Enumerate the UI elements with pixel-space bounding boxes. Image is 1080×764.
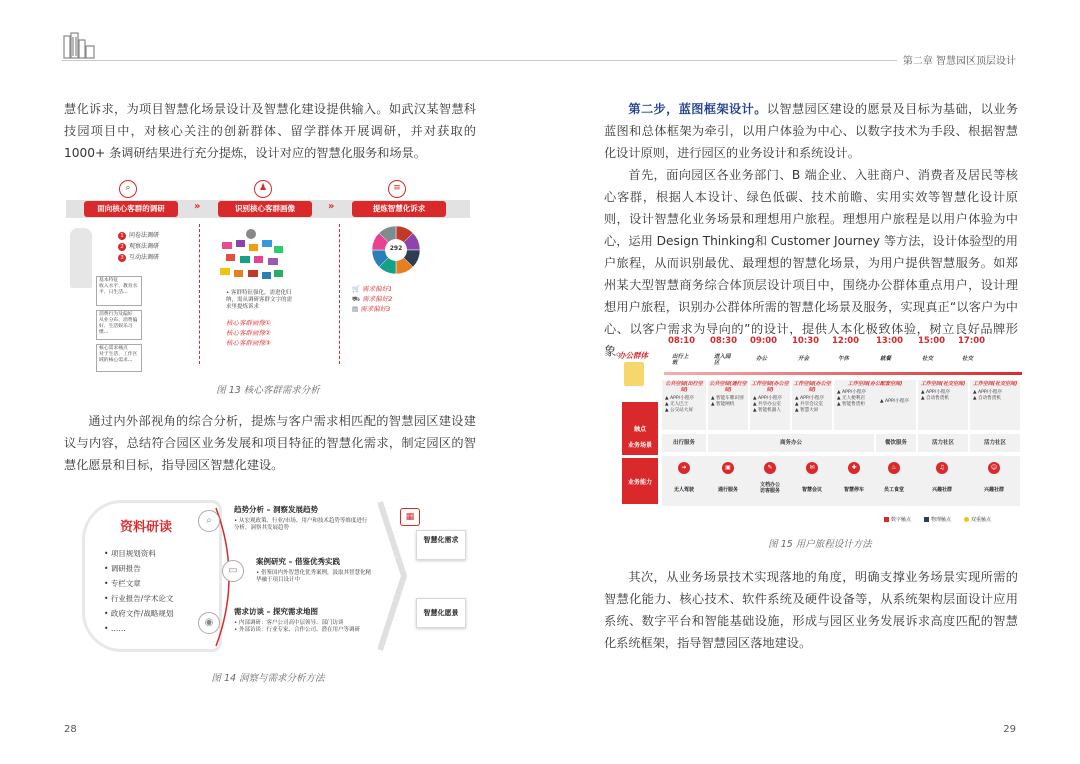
- time-0900: 09:00: [750, 336, 778, 346]
- ability-icon-6: ♨: [888, 462, 900, 474]
- time-1500: 15:00: [918, 336, 946, 346]
- fig13-tab-3: 提炼智慧化诉求: [352, 201, 446, 217]
- ability-icon-1: ➜: [678, 462, 690, 474]
- chapter-title: 第二章 智慧园区顶层设计: [897, 52, 1016, 67]
- ability-label-6: 员工食堂: [883, 487, 904, 493]
- list-item: • 行业报告/学术论文: [104, 594, 174, 603]
- fig13-column-3: [346, 224, 470, 364]
- touch-cell-7: 工作空间(社交空间) ▲ APP/小程序 ▲ 自动售货机: [970, 380, 1020, 430]
- list-item: • 专栏文章: [104, 579, 141, 588]
- fig14-item-3-desc: • 内部调研：客户公司高中层领导、部门访谈 • 外部访谈：行业专家、合作公司、潜在用户等调研: [234, 620, 360, 633]
- ability-label-5: 智慧停车: [843, 487, 864, 493]
- touch-cell-3: 工作空间(办公空间) ▲ APP/小程序 ▲ 共享办公室 ▲ 智能机器人: [750, 380, 790, 430]
- document-icon: ▤: [352, 305, 359, 313]
- ability-row: [662, 456, 1020, 506]
- scene-dining: 餐饮服务: [876, 434, 916, 452]
- feature-box-1: 基本特征 收入水平、教育水平、日生活…: [96, 276, 142, 306]
- person-figure-icon: [70, 228, 92, 288]
- scene-community-2: 活力社区: [970, 434, 1020, 452]
- ability-label-4: 智慧会议: [801, 487, 822, 493]
- row-label-ability: 业务能力: [622, 458, 658, 504]
- fig14-item-3-title: 需求访谈 – 探究需求地图: [234, 607, 318, 616]
- ability-icon-4: ✉: [806, 462, 818, 474]
- scene-community-1: 活力社区: [918, 434, 968, 452]
- ability-icon-3: ✎: [764, 462, 776, 474]
- output-vision: 智慧化愿景: [416, 598, 466, 628]
- activity-social-2: 社交: [962, 356, 974, 362]
- fig13-tab-1: 面向核心客群的调研: [84, 201, 178, 217]
- fig14-item-1-title: 趋势分析 – 洞察发展趋势: [234, 505, 318, 514]
- figure-14-caption: 图 14 洞察与需求分析方法: [211, 673, 325, 684]
- legend-digital: 数字触点: [884, 516, 911, 523]
- ability-label-7: 兴趣社群: [931, 487, 952, 493]
- time-0810: 08:10: [668, 336, 696, 346]
- chart-icon: ▦: [400, 508, 420, 526]
- persona-1: 核心客群画像①: [226, 319, 271, 327]
- fig15-group-label: 办公群体: [618, 351, 648, 360]
- feature-box-3: 核心需求痛点 对于生活、工作区域的核心需求…: [96, 344, 142, 372]
- vehicle-icon: ⛟: [352, 295, 361, 303]
- left-paragraph-2: 通过内外部视角的综合分析，提炼与客户需求相匹配的智慧园区建设建议与内容，总结符合园区业务发展和项目特征的智慧化需求，制定园区的智慧化愿景和目标，指导园区智慧化建设。: [64, 414, 476, 472]
- persona-2: 核心客群画像②: [226, 329, 271, 337]
- ability-label-1: 无人驾驶: [673, 487, 694, 493]
- fig15-timeline-bar: [664, 372, 1022, 375]
- persona-3: 核心客群画像③: [226, 339, 271, 347]
- chevron-right-icon: »: [194, 201, 201, 212]
- output-need: 智慧化需求: [416, 530, 466, 560]
- ability-icon-2: ▣: [722, 462, 734, 474]
- right-paragraph-3: 其次，从业务场景技术实现落地的角度，明确支撑业务场景实现所需的智慧化能力、核心技术、软件系统及硬件设备等，从系统架构层面设计应用系统、数字平台和智能基础设施，形成与园区业务发展诉求高度匹配的智慧化系统框架，指导智慧园区落地建设。: [604, 570, 1018, 650]
- header-rule: [62, 60, 1016, 61]
- figure-15-user-journey: [618, 336, 1022, 526]
- row-label-scene: 业务场景: [622, 433, 658, 455]
- activity-meeting: 开会: [798, 356, 810, 362]
- time-1200: 12:00: [832, 336, 860, 346]
- fig14-title: 资料研读: [120, 520, 173, 535]
- fig13-column-1: [66, 224, 200, 364]
- ability-label-2: 通行服务: [717, 487, 738, 493]
- list-icon: ≡: [388, 180, 406, 198]
- fig13-tab-2: 识别核心客群画像: [218, 201, 312, 217]
- fig13-column-2: [206, 224, 340, 364]
- activity-social-1: 社交: [922, 356, 934, 362]
- legend-dual: 双重触点: [964, 516, 991, 523]
- time-0830: 08:30: [710, 336, 738, 346]
- activity-commute: 出行上班: [672, 354, 689, 366]
- cart-icon: 🛒: [352, 285, 361, 293]
- list-item: • ……: [104, 624, 126, 633]
- time-1700: 17:00: [958, 336, 986, 346]
- touch-cell-1: 公共空间(出行空间) ▲ APP/小程序 ▲ 无人巴士 ▲ 公交站大屏: [662, 380, 706, 430]
- activity-office: 办公: [756, 356, 768, 362]
- fig14-item-2-desc: • 借鉴国内外智慧化优秀案例，汲取其智慧化精华融于项目设计中: [256, 570, 371, 583]
- method-2: 2 观察法调研: [118, 241, 198, 252]
- touch-cell-6: 工作空间(社交空间) ▲ APP/小程序 ▲ 自动售货机: [918, 380, 968, 430]
- chevron-right-icon: »: [328, 201, 335, 212]
- list-item: • 政府文件/战略规划: [104, 609, 174, 618]
- fig14-item-1-desc: • 从宏观政策、行业/市场、用户和技术趋势等维度进行分析，洞察其发展趋势: [234, 518, 368, 531]
- scene-office: 商务办公: [708, 434, 874, 452]
- touch-cell-4: 工作空间(办公空间) ▲ APP/小程序 ▲ 共享会议室 ▲ 智慧大屏: [792, 380, 832, 430]
- figure-13-caption: 图 13 核心客群需求分析: [216, 385, 320, 396]
- list-item: • 项目规划资料: [104, 549, 156, 558]
- need-1: 🛒 需求偏好1: [352, 285, 393, 293]
- figure-15-caption: 图 15 用户旅程设计方法: [768, 539, 872, 550]
- ability-icon-8: ☺: [988, 462, 1000, 474]
- ability-label-8: 兴趣社群: [983, 487, 1004, 493]
- page-number-right: 29: [1003, 724, 1016, 735]
- fig13-mid-desc: • 客群特征强化，需进化归纳，需从调研客群文字的需求里提炼诉求: [226, 290, 293, 310]
- activity-dining: 就餐: [880, 356, 892, 362]
- need-2: ⛟ 需求偏好2: [352, 295, 393, 303]
- left-paragraph-1: 慧化诉求，为项目智慧化场景设计及智慧化建设提供输入。如武汉某智慧科技园项目中，对核心关注的创新群体、留学群体开展调研，并对获取的 1000+ 条调研结果进行充分提炼，设计对应的智慧化服务和场景。: [64, 102, 476, 160]
- activity-rest: 午休: [838, 356, 850, 362]
- touch-cell-2: 公共空间(通行空间) ▲ 智能车牌识别 ▲ 智能闸机: [708, 380, 748, 430]
- presenter-icon: [624, 362, 644, 386]
- row-label-touchpoint: 触点: [622, 402, 658, 454]
- scene-travel: 出行服务: [662, 434, 706, 452]
- ability-label-3: 文档办公 访客服务: [759, 482, 780, 494]
- method-1: 1 问卷法调研: [118, 230, 198, 241]
- right-paragraph-2: 首先，面向园区各业务部门、B 端企业、入驻商户、消费者及居民等核心客群，根据人本设计、绿色低碳、技术前瞻、实用实效等智慧化设计原则，设计智慧化业务场景和理想用户旅程。理想用户旅程是以用户体验为中心，运用 Design Thinking和 Customer Journey 等方法，设计体验型的用户旅程，从而识别最优、最理想的智慧化场景，为用户提供智慧服务。如郑州某大型智慧商务综合体顶层设计项目中，围绕办公群体重点用户，设计理想用户旅程，识别办公群体所需的智慧化场景及服务，实现真正“以客户为中心、以客户需求为导向的”的设计，提供人本化极致体验，树立良好品牌形象。: [604, 168, 1018, 358]
- trend-search-icon: ⌕: [198, 510, 220, 532]
- touch-cell-5: 工作空间(办公配套空间) ▲ APP/小程序 ▲ 无人便利店 ▲ 智能售货柜 ▲ APP/小程序: [834, 380, 916, 430]
- time-1030: 10:30: [792, 336, 820, 346]
- legend-physical: 物理触点: [924, 516, 951, 523]
- ability-icon-7: ♫: [936, 462, 948, 474]
- interview-eye-icon: ◉: [198, 612, 220, 634]
- figure-14-insight-method: [82, 494, 474, 658]
- case-study-icon: ▭: [222, 560, 244, 582]
- activity-enter: 进入园区: [714, 354, 731, 366]
- building-logo-icon: [62, 32, 96, 60]
- wheel-value: 292: [389, 245, 403, 252]
- right-paragraph-1: 第二步，蓝图框架设计。以智慧园区建设的愿景及目标为基础，以业务蓝图和总体框架为牵引，以用户体验为中心、以数字技术为手段、根据智慧化设计原则，进行园区的业务设计和系统设计。: [604, 102, 1019, 160]
- fig14-list: [104, 546, 173, 636]
- figure-13-customer-analysis: [66, 180, 470, 366]
- page-number-left: 28: [64, 724, 77, 735]
- search-icon: ⌕: [119, 180, 137, 198]
- user-icon: ♟: [254, 180, 272, 198]
- list-item: • 调研报告: [104, 564, 141, 573]
- ability-icon-5: ✚: [848, 462, 860, 474]
- time-1300: 13:00: [876, 336, 904, 346]
- feature-box-2: 消费行为及偏好 从业分布、消费偏好、生活娱乐习惯…: [96, 310, 142, 340]
- need-3: ▤ 需求偏好3: [352, 305, 391, 313]
- persona-sticker-cluster-icon: [216, 226, 286, 286]
- fig14-item-2-title: 案例研究 – 借鉴优秀实践: [256, 557, 340, 566]
- method-3: 3 互动法调研: [118, 252, 198, 263]
